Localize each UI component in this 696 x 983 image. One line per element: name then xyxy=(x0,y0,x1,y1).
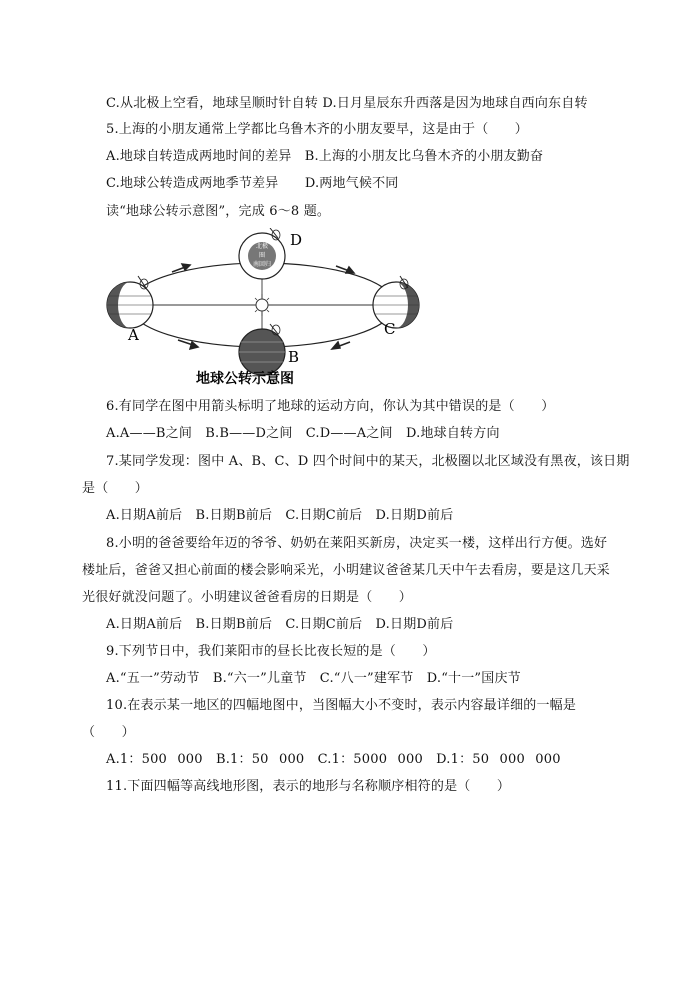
question-line: 读“地球公转示意图”，完成 6～8 题。 xyxy=(106,204,331,219)
question-line: 是（ ） xyxy=(82,481,149,496)
diagram-caption: 地球公转示意图 xyxy=(196,371,294,387)
svg-text:圈: 圈 xyxy=(258,252,266,259)
question-line: A.日期A前后 B.日期B前后 C.日期C前后 D.日期D前后 xyxy=(106,508,454,523)
question-line: 10.在表示某一地区的四幅地图中，当图幅大小不变时，表示内容最详细的一幅是 xyxy=(106,698,577,713)
question-line: 11.下面四幅等高线地形图，表示的地形与名称顺序相符的是（ ） xyxy=(106,779,511,794)
question-line: 9.下列节日中，我们莱阳市的昼长比夜长短的是（ ） xyxy=(106,644,436,659)
label-b: B xyxy=(288,348,300,366)
sun-icon xyxy=(251,294,273,316)
svg-text:北极: 北极 xyxy=(255,243,269,250)
question-line: 光很好就没问题了。小明建议爸爸看房的日期是（ ） xyxy=(82,590,413,605)
question-line: 楼址后，爸爸又担心前面的楼会影响采光，小明建议爸爸某几天中午去看房，要是这几天采 xyxy=(82,563,611,578)
label-d: D xyxy=(290,231,303,249)
question-line: A.日期A前后 B.日期B前后 C.日期C前后 D.日期D前后 xyxy=(106,617,454,632)
question-line: 6.有同学在图中用箭头标明了地球的运动方向，你认为其中错误的是（ ） xyxy=(106,399,555,414)
question-line: 8.小明的爸爸要给年迈的爷爷、奶奶在莱阳买新房，决定买一楼，这样出行方便。选好 xyxy=(106,536,608,551)
globe-d xyxy=(239,228,285,279)
label-c: C xyxy=(384,320,396,338)
question-line: C.从北极上空看，地球呈顺时针自转 D.日月星辰东升西落是因为地球自西向东自转 xyxy=(106,96,588,111)
question-line: 5.上海的小朋友通常上学都比乌鲁木齐的小朋友要早，这是由于（ ） xyxy=(106,122,529,137)
question-line: 7.某同学发现：图中 A、B、C、D 四个时间中的某天，北极圈以北区域没有黑夜，该日期 xyxy=(106,454,630,469)
label-a: A xyxy=(128,326,139,344)
question-line: A.“五一”劳动节 B.“六一”儿童节 C.“八一”建军节 D.“十一”国庆节 xyxy=(106,671,521,686)
globe-c xyxy=(373,276,419,328)
globe-b xyxy=(239,324,285,375)
earth-orbit-diagram xyxy=(100,228,430,388)
question-line: （ ） xyxy=(82,725,135,740)
question-line: A.A——B之间 B.B——D之间 C.D——A之间 D.地球自转方向 xyxy=(106,426,500,441)
svg-text:南回归: 南回归 xyxy=(252,261,272,268)
question-line: A.地球自转造成两地时间的差异 B.上海的小朋友比乌鲁木齐的小朋友勤奋 xyxy=(106,149,544,164)
question-line: A.1：500 000 B.1：50 000 C.1：5000 000 D.1：50 000 000 xyxy=(106,752,561,767)
question-line: C.地球公转造成两地季节差异 D.两地气候不同 xyxy=(106,176,399,191)
